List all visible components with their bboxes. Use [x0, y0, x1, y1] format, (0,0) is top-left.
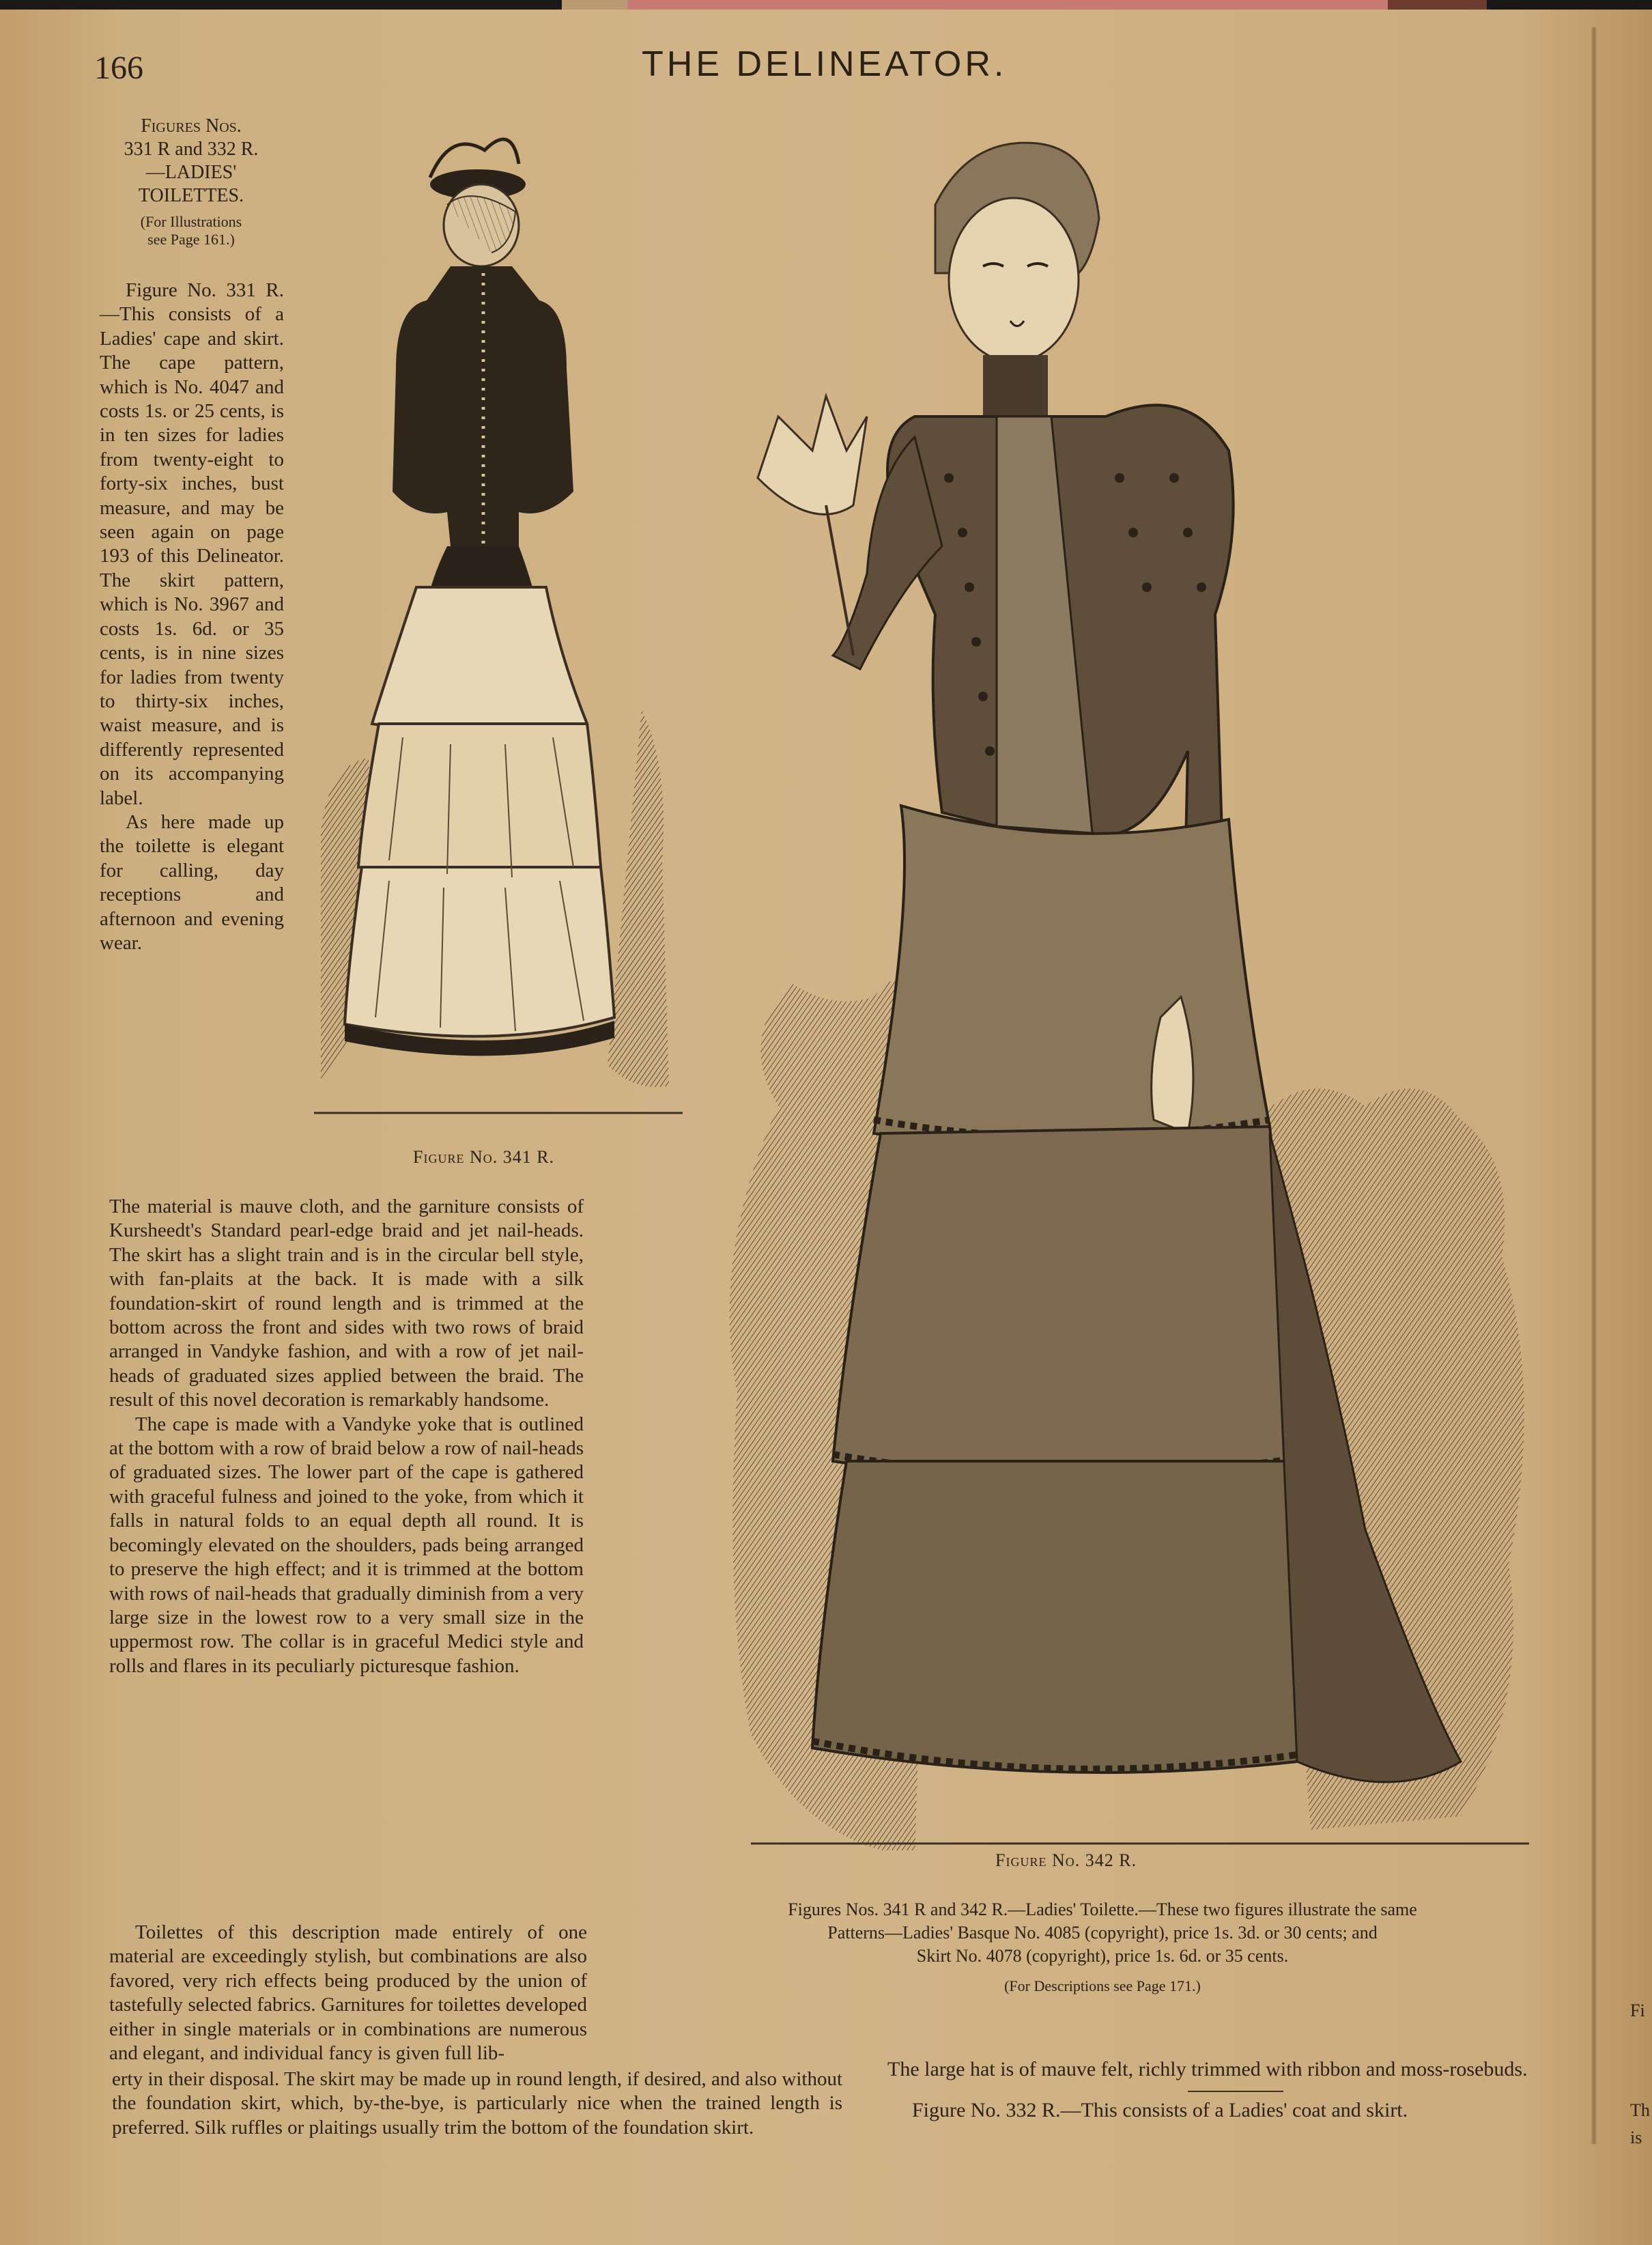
heading-note-2: see Page 161.) [147, 231, 235, 248]
paragraph-figure-332: Figure No. 332 R.—This consists of a Ladies' coat and skirt. [912, 2099, 1408, 2121]
heading-line-2: 331 R and 332 R. [124, 139, 259, 160]
figure-caption [642, 1898, 1563, 1998]
figure-342-label-text: Figure No. 342 R. [995, 1850, 1137, 1870]
narrow-column-text [100, 279, 284, 955]
paragraph-toilette-use: As here made up the toilette is elegant for calling, day receptions and afternoon and evening wear. [100, 810, 284, 954]
figure-341-label-text: Figure No. 341 R. [413, 1147, 555, 1167]
paragraph-figure-331: Figure No. 331 R.—This consists of a Ladies' cape and skirt. The cape pattern, which is No. 4047 and costs 1s. or 25 cents, is in ten sizes for ladies from twenty-eight to forty-six inches, bust measure, and may be seen again on page 193 of this Delineator. The skirt pattern, which is No. 3967 and costs 1s. 6d. or 35 cents, is in nine sizes for ladies from twenty to thirty-six inches, waist measure, and is differently represented on its accompanying label. [100, 279, 284, 809]
section-rule [1188, 2091, 1283, 2092]
article-heading [89, 115, 294, 249]
paragraph-skirt-options: erty in their disposal. The skirt may be made up in round length, if desired, and also without the foundation skirt, which, by-the-bye, is particularly nice when the trained length is preferred. Silk ruffles or plaitings usually trim the bottom of the foundation skirt. [112, 2068, 842, 2138]
bottom-text [112, 2067, 842, 2140]
heading-note-1: (For Illustrations [140, 213, 242, 230]
caption-line-2: Patterns—Ladies' Basque No. 4085 (copyright), price 1s. 3d. or 30 cents; and [827, 1923, 1378, 1943]
figure-342-label [995, 1850, 1137, 1871]
paragraph-material: The material is mauve cloth, and the garniture consists of Kursheedt's Standard pearl-edge braid and jet nail-heads. The skirt has a slight train and is in the circular bell style, with fan-plaits at the back. It is made with a silk foundation-skirt of round length and is trimmed at the bottom across the front and sides with two rows of braid arranged in Vandyke fashion, and with a row of jet nail-heads of graduated sizes applied between the braid. The result of this novel decoration is remarkably handsome. [109, 1196, 584, 1411]
combinations-text [109, 1901, 587, 2085]
paragraph-cape: The cape is made with a Vandyke yoke that is outlined at the bottom with a row of braid below a row of nail-heads of graduated sizes. The lower part of the cape is gathered with graceful fulness and joined to the yoke, from which it falls in natural folds to an equal depth all round. It is becomingly elevated on the shoulders, pads being arranged to preserve the high effect; and it is trimmed at the bottom with rows of nail-heads that gradually diminish from a very large size in the lowest row to a very small size in the uppermost row. The collar is in graceful Medici style and rolls and flares in its peculiarly picturesque fashion. [109, 1413, 584, 1677]
caption-line-3: Skirt No. 4078 (copyright), price 1s. 6d. or 35 cents. [916, 1946, 1289, 1966]
caption-note: (For Descriptions see Page 171.) [1004, 1977, 1201, 1994]
cropped-text-c: is [1630, 2128, 1642, 2147]
figure-341-illustration [314, 109, 683, 1140]
paragraph-combinations: Toilettes of this description made entirely of one material are exceedingly stylish, but combinations are also favored, very rich effects being produced by the union of tastefully selected fabrics. Garnitures for toilettes developed either in single materials or in combinations are numerous and elegant, and individual fancy is given full lib- [109, 1921, 587, 2065]
figure-342-illustration [710, 96, 1556, 1850]
caption-line-1: Figures Nos. 341 R and 342 R.—Ladies' Toilette.—These two figures illustrate the same [788, 1900, 1417, 1919]
figure-341-label [413, 1147, 554, 1168]
paragraph-hat: The large hat is of mauve felt, richly trimmed with ribbon and moss-rosebuds. [887, 2058, 1528, 2080]
right-column-text [887, 2057, 1584, 2123]
cropped-text-b: Th [1630, 2100, 1650, 2120]
top-binding-strip [0, 0, 1652, 10]
page-fold-shadow [1591, 27, 1597, 2144]
page-number: 166 [94, 50, 143, 86]
heading-line-1: Figures Nos. [141, 115, 242, 137]
heading-line-3: —LADIES' [145, 162, 237, 183]
cropped-text-a: Fi [1630, 2001, 1645, 2020]
heading-line-4: TOILETTES. [138, 185, 244, 206]
running-head: THE DELINEATOR. [642, 44, 1008, 84]
wide-column-text [109, 1195, 584, 1678]
